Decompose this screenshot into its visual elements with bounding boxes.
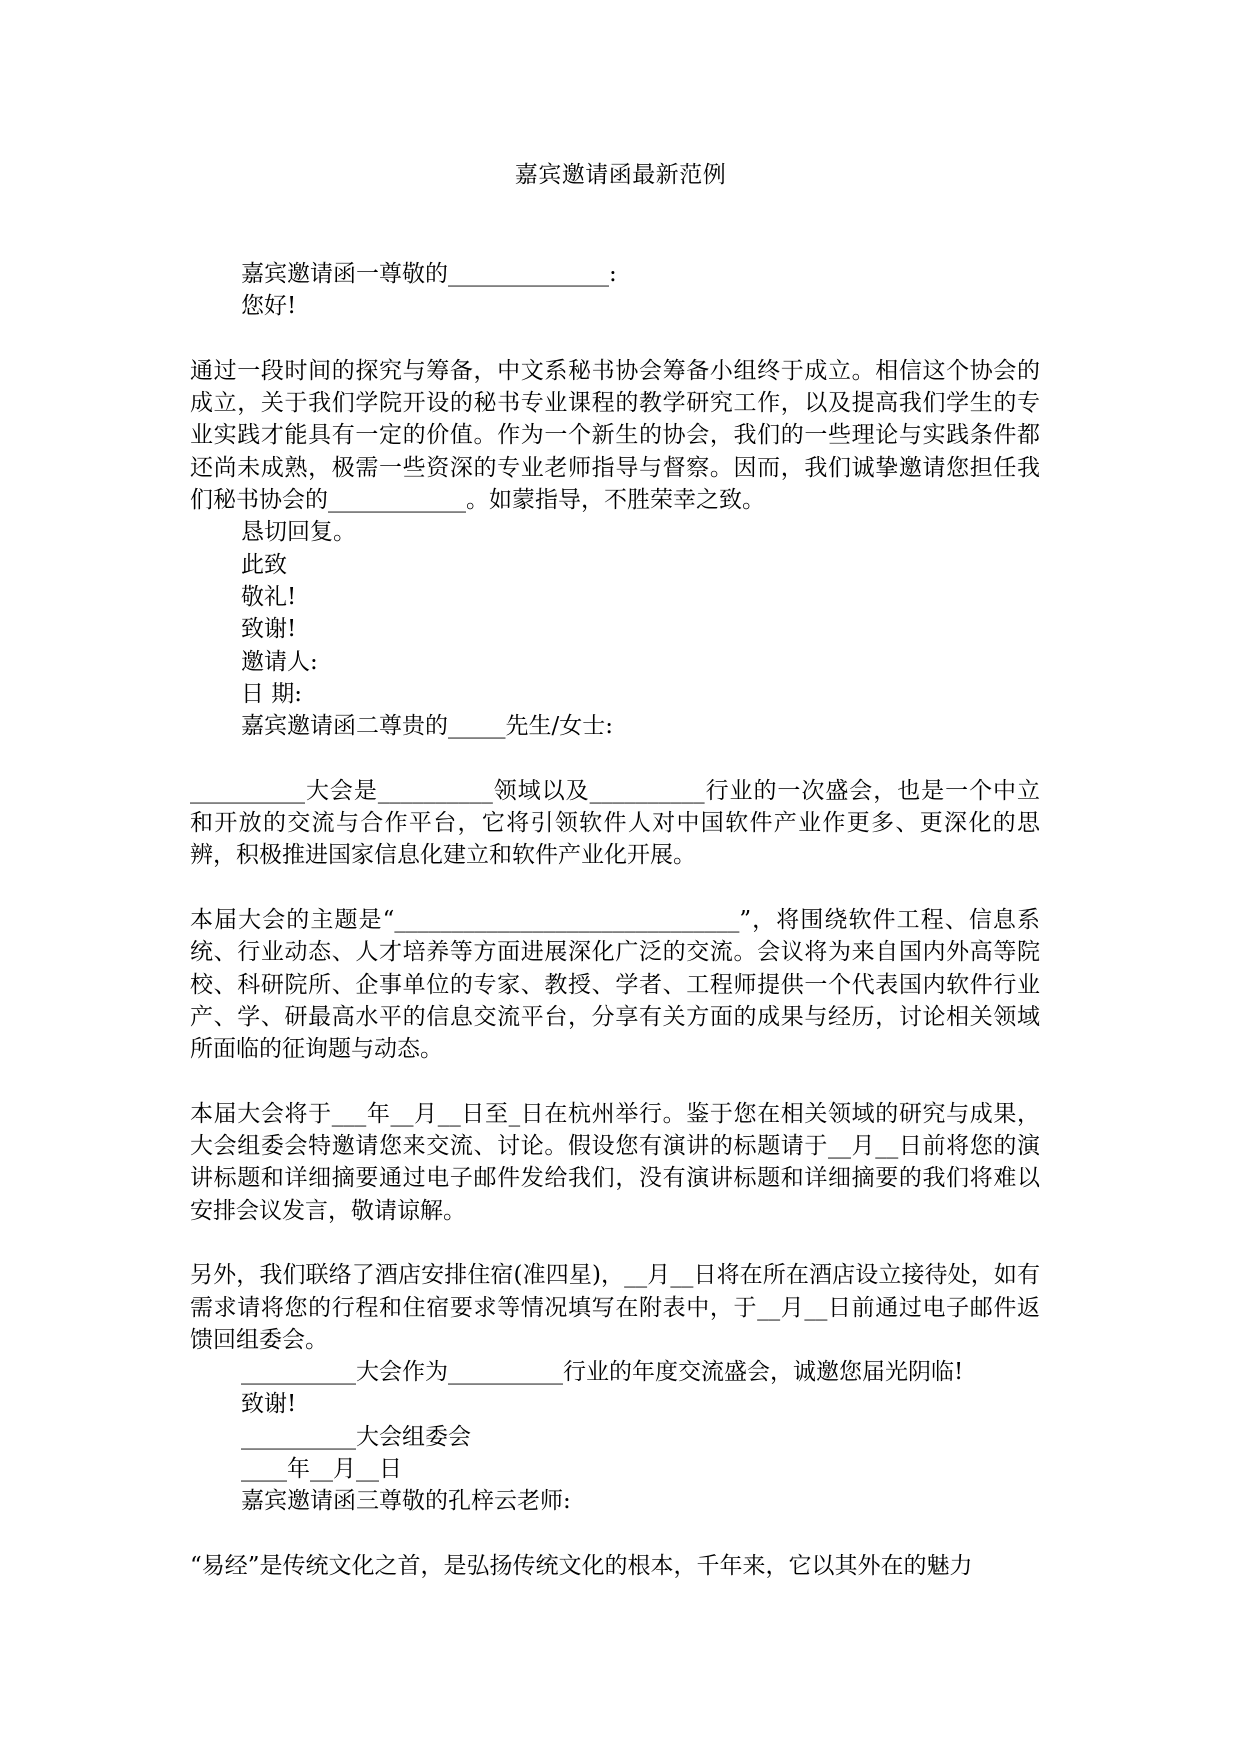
- blank-line: [190, 872, 1040, 904]
- paragraph-conference: __________大会是__________领域以及__________行业的一次盛会，也是一个中立和开放的交流与合作平台，它将引领软件人对中国软件产业作更多、更深化的思辨，积极推进国家信息化建立和软件产业化开展。: [190, 777, 1040, 869]
- closing-line: 恳切回复。: [241, 519, 356, 546]
- greeting-line: 您好!: [241, 293, 297, 320]
- date-line: ____年__月__日: [241, 1455, 402, 1482]
- salutation-line: 嘉宾邀请函二尊贵的_____先生/女士:: [241, 713, 613, 740]
- blank-line: [190, 1518, 1040, 1550]
- paragraph-intro: 通过一段时间的探究与筹备，中文系秘书协会筹备小组终于成立。相信这个协会的成立，关于我们学院开设的秘书专业课程的教学研究工作，以及提高我们学生的专业实践才能具有一定的价值。作为一个新生的协会，我们的一些理论与实践条件都还尚未成熟，极需一些资深的专业老师指导与督察。因而，我们诚挚邀请您担任我们秘书协会的____________。如蒙指导，不胜荣幸之致。: [190, 357, 1040, 514]
- date-line: 日 期:: [241, 680, 303, 707]
- blank-line: [190, 1227, 1040, 1259]
- blank-line: [190, 1065, 1040, 1097]
- document-body: [190, 258, 1040, 1582]
- salutation-line: 嘉宾邀请函三尊敬的孔梓云老师:: [241, 1488, 571, 1515]
- document-title: 嘉宾邀请函最新范例: [514, 162, 727, 188]
- inviter-line: 邀请人:: [241, 648, 318, 675]
- blank-line: [190, 323, 1040, 355]
- closing-line: 致谢!: [241, 616, 297, 643]
- closing-line: 敬礼!: [241, 583, 297, 610]
- paragraph-accommodation: 另外，我们联络了酒店安排住宿(准四星)，__月__日将在所在酒店设立接待处，如有需求请将您的行程和住宿要求等情况填写在附表中，于__月__日前通过电子邮件返馈回组委会。: [190, 1262, 1040, 1353]
- signature-line: __________大会组委会: [241, 1423, 471, 1450]
- closing-line: 此致: [241, 551, 287, 578]
- closing-line: 致谢!: [241, 1391, 297, 1418]
- paragraph-theme: 本届大会的主题是“______________________________”，将围绕软件工程、信息系统、行业动态、人才培养等方面进展深化广泛的交流。会议将为来自国内外高等院校、科研院所、企事单位的专家、教授、学者、工程师提供一个代表国内软件行业产、学、研最高水平的信息交流平台，分享有关方面的成果与经历，讨论相关领域所面临的征询题与动态。: [190, 906, 1040, 1063]
- blank-line: [190, 742, 1040, 774]
- salutation-line: 嘉宾邀请函一尊敬的______________:: [241, 261, 617, 287]
- paragraph-schedule: 本届大会将于___年__月__日至_日在杭州举行。鉴于您在相关领域的研究与成果，大会组委会特邀请您来交流、讨论。假设您有演讲的标题请于__月__日前将您的演讲标题和详细摘要通过电子邮件发给我们，没有演讲标题和详细摘要的我们将难以安排会议发言，敬请谅解。: [190, 1100, 1040, 1224]
- invitation-line: __________大会作为__________行业的年度交流盛会，诚邀您届光阴临!: [241, 1359, 964, 1386]
- paragraph-yijing: “易经”是传统文化之首，是弘扬传统文化的根本，千年来，它以其外在的魅力: [190, 1552, 973, 1579]
